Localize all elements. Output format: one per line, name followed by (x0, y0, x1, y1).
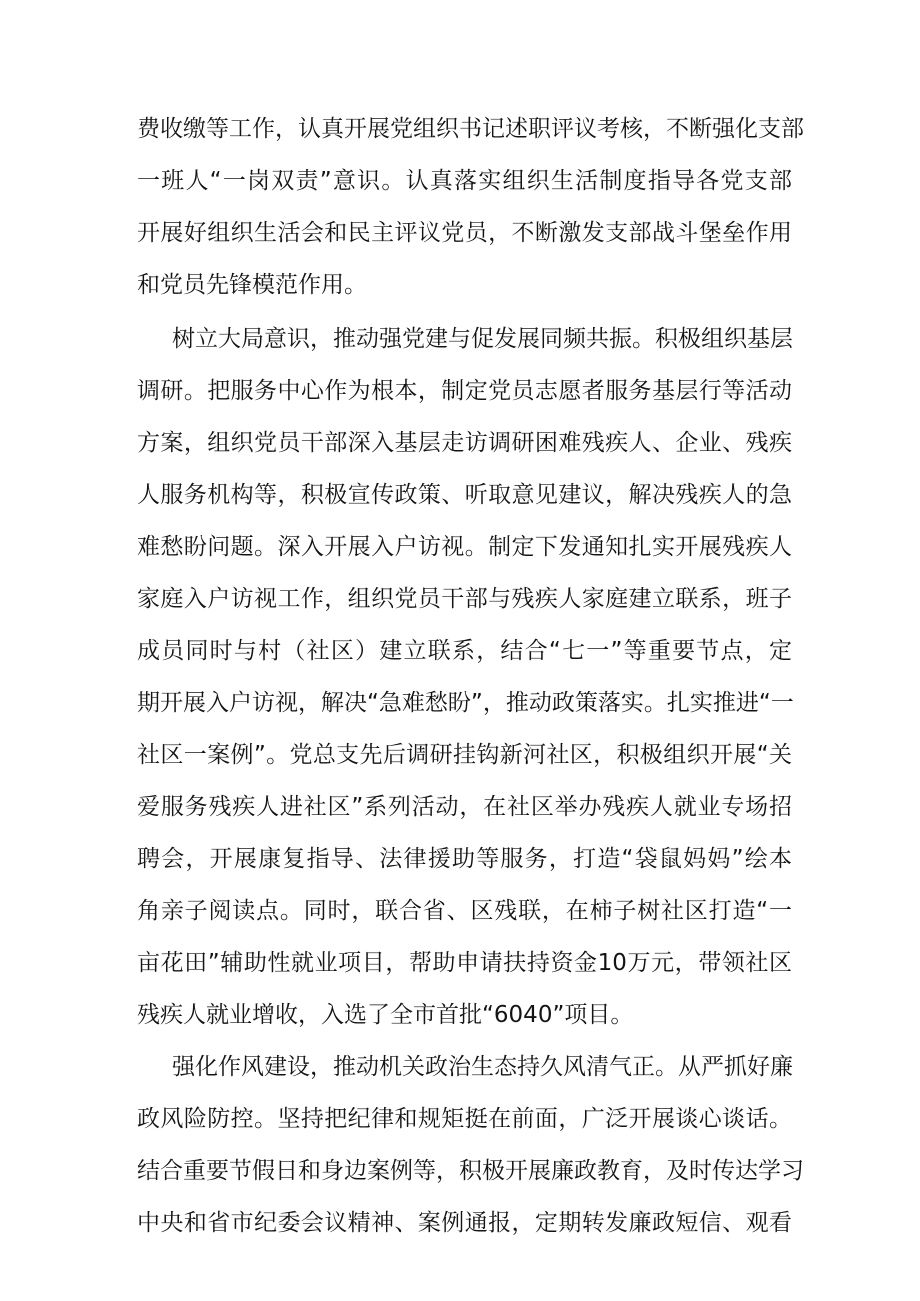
text-line: 方案，组织党员干部深入基层走访调研困难残疾人、企业、残疾 (137, 430, 792, 456)
text-line: 和党员先锋模范作用。 (137, 272, 367, 298)
text-line: 结合重要节假日和身边案例等，积极开展廉政教育，及时传达学习 (137, 1158, 804, 1184)
text-line: 开展好组织生活会和民主评议党员，不断激发支部战斗堡垒作用 (137, 220, 792, 246)
text-line: 社区一案例”。党总支先后调研挂钩新河社区，积极组织开展“关 (137, 742, 792, 768)
text-line: 难愁盼问题。深入开展入户访视。制定下发通知扎实开展残疾人 (137, 534, 792, 560)
text-line: 政风险防控。坚持把纪律和规矩挺在前面，广泛开展谈心谈话。 (137, 1106, 792, 1132)
text-line: 残疾人就业增收，入选了全市首批“6040”项目。 (137, 1002, 634, 1028)
text-line: 亩花田”辅助性就业项目，帮助申请扶持资金10万元，带领社区 (137, 950, 792, 976)
text-line: 中央和省市纪委会议精神、案例通报，定期转发廉政短信、观看 (137, 1210, 792, 1236)
text-line: 一班人“一岗双责”意识。认真落实组织生活制度指导各党支部 (137, 168, 792, 194)
text-line: 费收缴等工作，认真开展党组织书记述职评议考核，不断强化支部 (137, 116, 804, 142)
text-line: 调研。把服务中心作为根本，制定党员志愿者服务基层行等活动 (137, 378, 792, 404)
text-line: 家庭入户访视工作，组织党员干部与残疾人家庭建立联系，班子 (137, 586, 792, 612)
text-line: 聘会，开展康复指导、法律援助等服务，打造“袋鼠妈妈”绘本 (137, 846, 792, 872)
text-line: 角亲子阅读点。同时，联合省、区残联，在柿子树社区打造“一 (137, 898, 792, 924)
text-line: 人服务机构等，积极宣传政策、听取意见建议，解决残疾人的急 (137, 482, 792, 508)
text-line: 爱服务残疾人进社区”系列活动，在社区举办残疾人就业专场招 (137, 794, 792, 820)
paragraph-first-line: 强化作风建设，推动机关政治生态持久风清气正。从严抓好廉 (172, 1054, 793, 1080)
text-line: 期开展入户访视，解决“急难愁盼”，推动政策落实。扎实推进“一 (137, 690, 794, 716)
text-line: 成员同时与村（社区）建立联系，结合“七一”等重要节点，定 (137, 638, 792, 664)
paragraph-first-line: 树立大局意识，推动强党建与促发展同频共振。积极组织基层 (172, 326, 793, 352)
